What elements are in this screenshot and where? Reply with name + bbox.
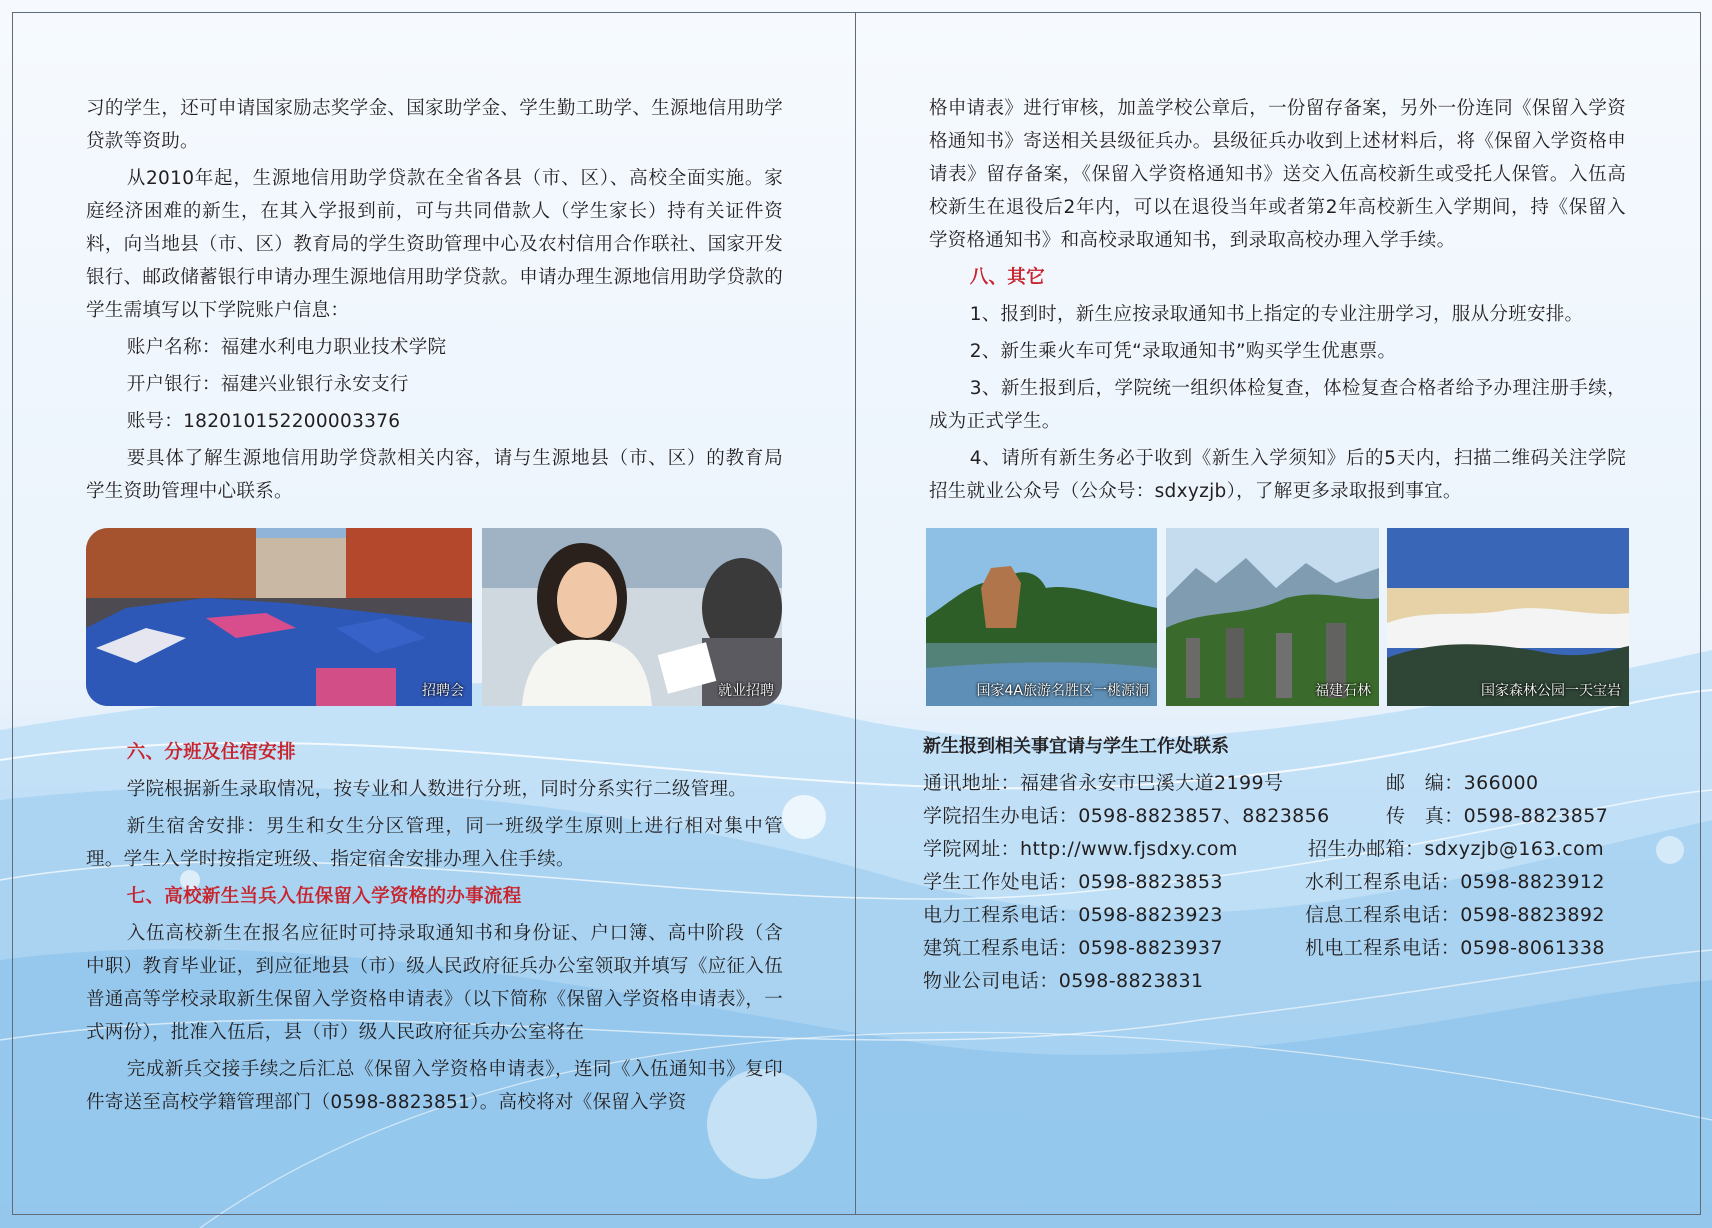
photo-caption: 国家4A旅游名胜区一桃源洞 bbox=[976, 683, 1149, 699]
contact-title: 新生报到相关事宜请与学生工作处联系 bbox=[923, 736, 1229, 757]
contact-property: 物业公司电话：0598-8823831 bbox=[923, 970, 1204, 992]
section6-paragraph1: 学院根据新生录取情况，按专业和人数进行分班，同时分系实行二级管理。 bbox=[126, 779, 748, 800]
section6-paragraph2: 新生宿舍安排：男生和女生分区管理，同一班级学生原则上进行相对集中管理。学生入学时按指定班级、指定宿舍安排办理入住手续。 bbox=[86, 816, 783, 870]
account-number: 账号：182010152200003376 bbox=[126, 411, 401, 432]
photo-fujian-stone-forest bbox=[1166, 528, 1379, 706]
contact-email[interactable]: 招生办邮箱：sdxyzjb@163.com bbox=[1308, 838, 1605, 860]
contact-admissions-phone: 学院招生办电话：0598-8823857、8823856 bbox=[923, 805, 1330, 827]
left-bottom-text bbox=[86, 736, 783, 1123]
contact-water-dept: 水利工程系电话：0598-8823912 bbox=[1305, 871, 1605, 893]
paragraph-contact-loan: 要具体了解生源地信用助学贷款相关内容，请与生源地县（市、区）的教育局学生资助管理中心联系。 bbox=[86, 448, 783, 502]
section8-item3: 3、新生报到后，学院统一组织体检复查，体检复查合格者给予办理注册手续，成为正式学生。 bbox=[929, 378, 1626, 432]
contact-student-affairs: 学生工作处电话：0598-8823853 bbox=[923, 871, 1223, 893]
left-top-text bbox=[86, 92, 783, 512]
photo-job-fair bbox=[86, 528, 472, 706]
section8-item1: 1、报到时，新生应按录取通知书上指定的专业注册学习，服从分班安排。 bbox=[969, 304, 1584, 325]
section6-title: 六、分班及住宿安排 bbox=[126, 742, 296, 763]
section8-title: 八、其它 bbox=[969, 267, 1045, 288]
photo-tianbaoyan bbox=[1387, 528, 1629, 706]
contact-postcode: 邮 编：366000 bbox=[1386, 772, 1539, 794]
paragraph-loan: 从2010年起，生源地信用助学贷款在全省各县（市、区）、高校全面实施。家庭经济困难的新生，在其入学报到前，可与共同借款人（学生家长）持有关证件资料，向当地县（市、区）教育局的学生资助管理中心及农村信用合作联社、国家开发银行、邮政储蓄银行申请办理生源地信用助学贷款。申请办理生源地信用助学贷款的学生需填写以下学院账户信息： bbox=[86, 168, 783, 321]
contact-mech-dept: 机电工程系电话：0598-8061338 bbox=[1305, 937, 1605, 959]
contact-website[interactable]: 学院网址：http://www.fjsdxy.com bbox=[923, 838, 1238, 860]
contact-fax: 传 真：0598-8823857 bbox=[1386, 805, 1609, 827]
account-name: 账户名称：福建水利电力职业技术学院 bbox=[126, 337, 447, 358]
paragraph-retain-cont: 格申请表》进行审核，加盖学校公章后，一份留存备案，另外一份连同《保留入学资格通知书》寄送相关县级征兵办。县级征兵办收到上述材料后，将《保留入学资格申请表》留存备案，《保留入学资格通知书》送交入伍高校新生或受托人保管。入伍高校新生在退役后2年内，可以在退役当年或者第2年高校新生入学期间，持《保留入学资格通知书》和高校录取通知书，到录取高校办理入学手续。 bbox=[929, 98, 1626, 251]
section8-item4: 4、请所有新生务必于收到《新生入学须知》后的5天内，扫描二维码关注学院招生就业公众号（公众号：sdxyzjb），了解更多录取报到事宜。 bbox=[929, 448, 1626, 502]
contact-power-dept: 电力工程系电话：0598-8823923 bbox=[923, 904, 1223, 926]
contact-address: 通讯地址：福建省永安市巴溪大道2199号 bbox=[923, 772, 1284, 794]
photo-caption: 招聘会 bbox=[422, 683, 464, 699]
section7-title: 七、高校新生当兵入伍保留入学资格的办事流程 bbox=[126, 886, 522, 907]
account-bank: 开户银行：福建兴业银行永安支行 bbox=[126, 374, 409, 395]
paragraph-scholarships: 习的学生，还可申请国家励志奖学金、国家助学金、学生勤工助学、生源地信用助学贷款等资助。 bbox=[86, 98, 783, 152]
photo-caption: 福建石林 bbox=[1315, 683, 1371, 699]
photo-taoyuan-cave bbox=[926, 528, 1157, 706]
section8-item2: 2、新生乘火车可凭“录取通知书”购买学生优惠票。 bbox=[969, 341, 1397, 362]
contact-arch-dept: 建筑工程系电话：0598-8823937 bbox=[923, 937, 1223, 959]
photo-caption: 就业招聘 bbox=[718, 683, 774, 699]
right-top-text bbox=[929, 92, 1626, 512]
contact-info-dept: 信息工程系电话：0598-8823892 bbox=[1305, 904, 1605, 926]
photo-caption: 国家森林公园一天宝岩 bbox=[1481, 683, 1621, 699]
section7-paragraph1: 入伍高校新生在报名应征时可持录取通知书和身份证、户口簿、高中阶段（含中职）教育毕业证，到应征地县（市）级人民政府征兵办公室领取并填写《应征入伍普通高等学校录取新生保留入学资格申请表》（以下简称《保留入学资格申请表》，一式两份），批准入伍后，县（市）级人民政府征兵办公室将在 bbox=[86, 923, 783, 1043]
section7-paragraph2: 完成新兵交接手续之后汇总《保留入学资格申请表》，连同《入伍通知书》复印件寄送至高校学籍管理部门（0598-8823851）。高校将对《保留入学资 bbox=[86, 1059, 783, 1113]
photo-employment bbox=[482, 528, 782, 706]
